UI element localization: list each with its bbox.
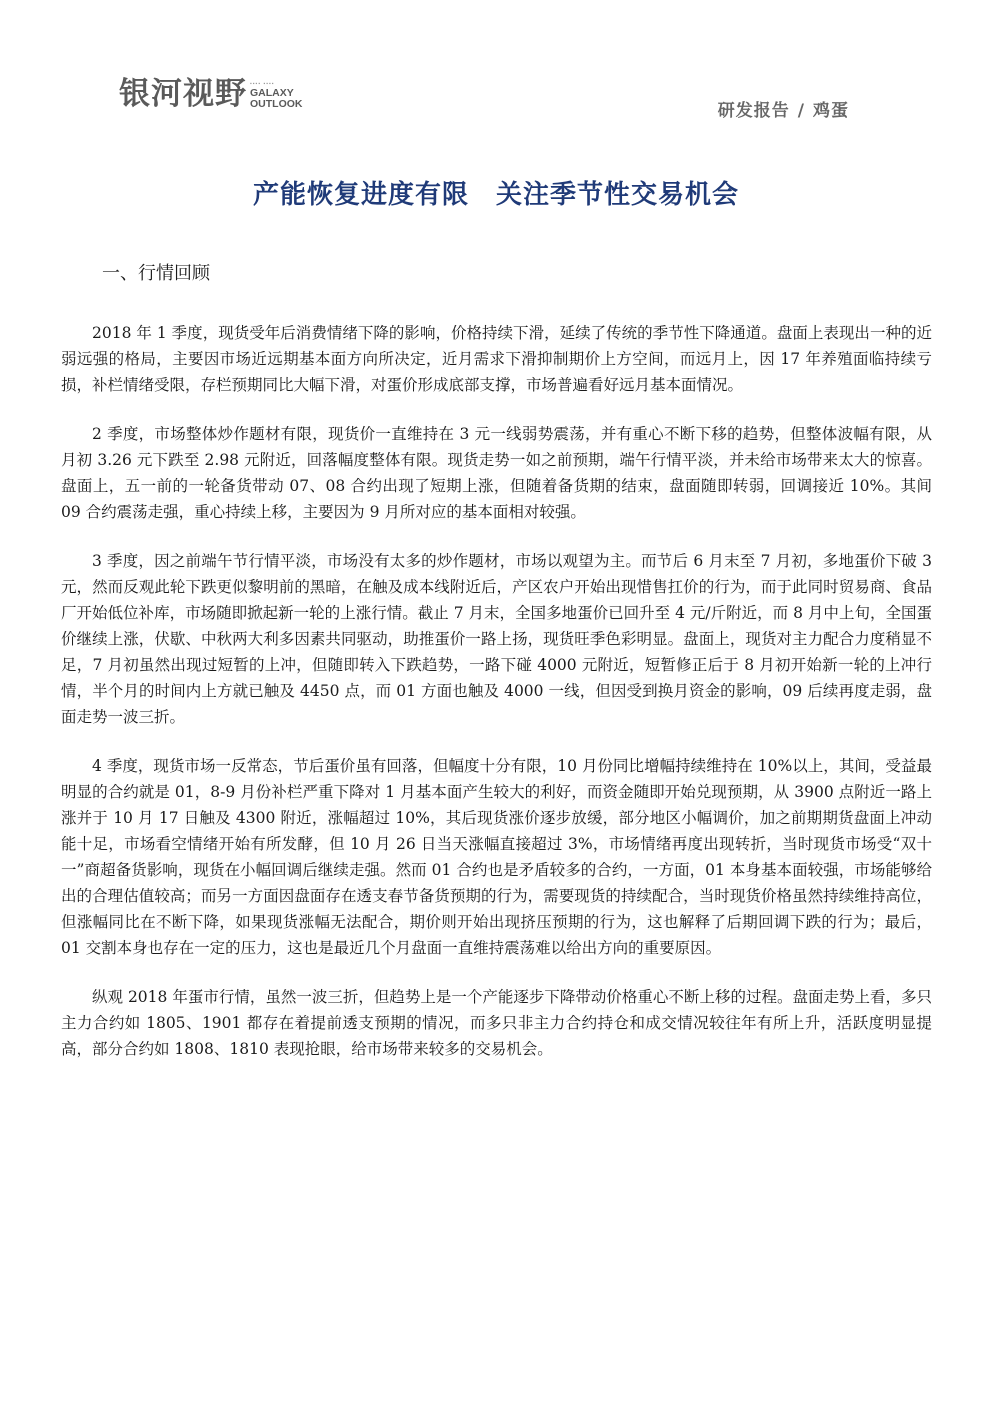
report-type: 研发报告 [717,101,790,121]
logo-en-line1: GALAXY [250,87,294,99]
section-heading: 一、行情回顾 [102,263,210,284]
logo-chinese-text: 银河视野 [119,76,247,112]
paragraph-q4: 4 季度，现货市场一反常态，节后蛋价虽有回落，但幅度十分有限，10 月份同比增幅持续维持在 10%以上，其间，受益最明显的合约就是 01，8-9 月份补栏严重下降对 1 月基本面产生较大的利好，而资金随即开始兑现预期，从 3900 点附近一路上涨并于 10 月 17 日触及 4300 附近，涨幅超过 10%，其后现货涨价逐步放缓，部分地区小幅调价，加之前期期货盘面上冲动能十足，市场看空情绪开始有所发酵，但 10 月 26 日当天涨幅直接超过 3%，市场情绪再度出现转折，当时现货市场受“双十一”商超备货影响，现货在小幅回调后继续走强。然而 01 合约也是矛盾较多的合约，一方面，01 本身基本面较强，市场能够给出的合理估值较高；而另一方面因盘面存在透支春节备货预期的行为，需要现货的持续配合，当时现货价格虽然持续维持高位，但涨幅同比在不断下降，如果现货涨幅无法配合，期价则开始出现挤压预期的行为，这也解释了后期回调下跌的行为；最后，01 交割本身也存在一定的压力，这也是最近几个月盘面一直维持震荡难以给出方向的重要原因。 [61,757,932,957]
logo-en-line2: OUTLOOK [250,98,303,110]
logo-dots: ▪▪▪▪ ▪▪▪▪ [250,81,275,87]
commodity-name: 鸡蛋 [813,101,849,121]
category-separator: / [797,101,805,121]
galaxy-outlook-logo [119,76,303,112]
report-category [718,96,849,121]
report-title: 产能恢复进度有限 关注季节性交易机会 [252,180,739,210]
logo-english-text [250,81,303,112]
report-body [61,320,932,1085]
paragraph-q2: 2 季度，市场整体炒作题材有限，现货价一直维持在 3 元一线弱势震荡，并有重心不断下移的趋势，但整体波幅有限，从月初 3.26 元下跌至 2.98 元附近，回落幅度整体有限。现货走势一如之前预期，端午行情平淡，并未给市场带来太大的惊喜。盘面上，五一前的一轮备货带动 07、08 合约出现了短期上涨，但随着备货期的结束，盘面随即转弱，回调接近 10%。其间 09 合约震荡走强，重心持续上移，主要因为 9 月所对应的基本面相对较强。 [61,425,932,521]
paragraph-summary: 纵观 2018 年蛋市行情，虽然一波三折，但趋势上是一个产能逐步下降带动价格重心不断上移的过程。盘面走势上看，多只主力合约如 1805、1901 都存在着提前透支预期的情况，而多只非主力合约持仓和成交情况较往年有所上升，活跃度明显提高，部分合约如 1808、1810 表现抢眼，给市场带来较多的交易机会。 [61,988,932,1058]
paragraph-q3: 3 季度，因之前端午节行情平淡，市场没有太多的炒作题材，市场以观望为主。而节后 6 月末至 7 月初，多地蛋价下破 3 元，然而反观此轮下跌更似黎明前的黑暗，在触及成本线附近后，产区农户开始出现惜售扛价的行为，而于此同时贸易商、食品厂开始低位补库，市场随即掀起新一轮的上涨行情。截止 7 月末，全国多地蛋价已回升至 4 元/斤附近，而 8 月中上旬，全国蛋价继续上涨，伏歇、中秋两大利多因素共同驱动，助推蛋价一路上扬，现货旺季色彩明显。盘面上，现货对主力配合力度稍显不足，7 月初虽然出现过短暂的上冲，但随即转入下跌趋势，一路下碰 4000 元附近，短暂修正后于 8 月初开始新一轮的上冲行情，半个月的时间内上方就已触及 4450 点，而 01 方面也触及 4000 一线，但因受到换月资金的影响，09 后续再度走弱，盘面走势一波三折。 [61,552,932,726]
paragraph-q1: 2018 年 1 季度，现货受年后消费情绪下降的影响，价格持续下滑，延续了传统的季节性下降通道。盘面上表现出一种的近弱远强的格局，主要因市场近远期基本面方向所决定，近月需求下滑抑制期价上方空间，而远月上，因 17 年养殖面临持续亏损，补栏情绪受限，存栏预期同比大幅下滑，对蛋价形成底部支撑，市场普遍看好远月基本面情况。 [61,324,932,394]
page-header [0,0,992,140]
